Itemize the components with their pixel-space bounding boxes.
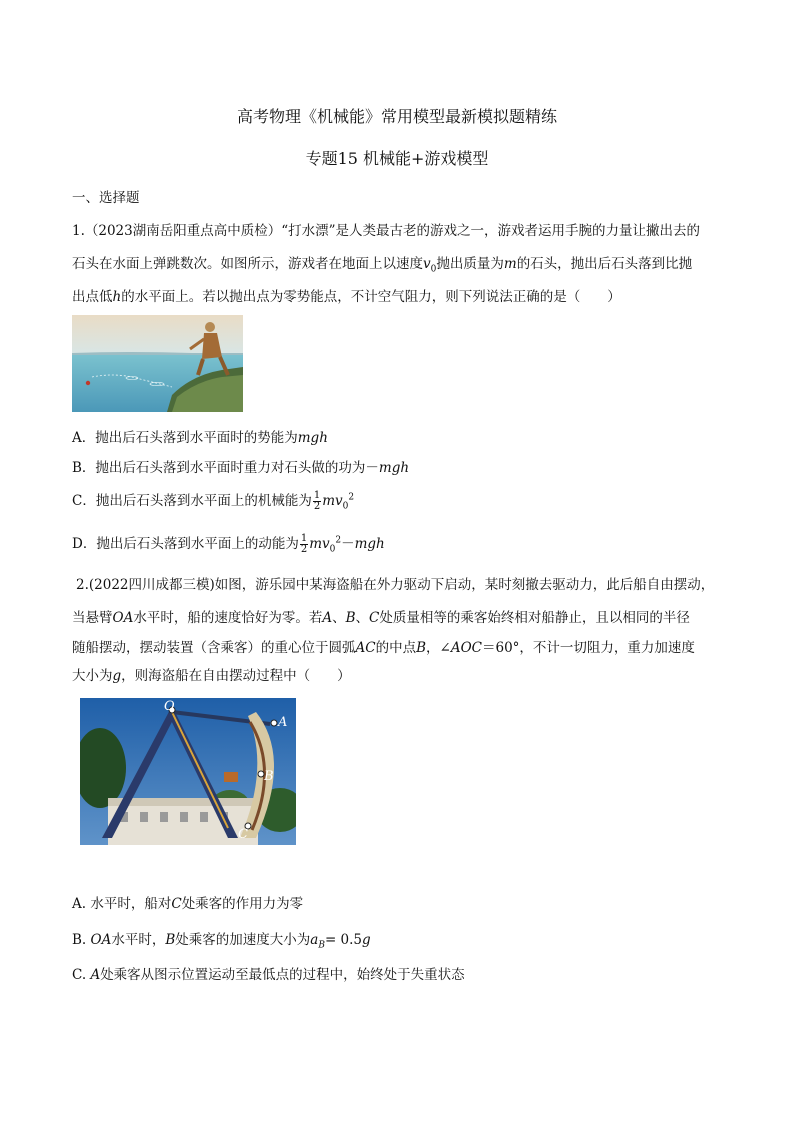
- fraction-half: $\frac{1}{2}$: [313, 490, 321, 512]
- point-label-c: C: [238, 827, 248, 842]
- q1-figure-stone-skipping: [72, 315, 243, 412]
- q2-figure-pirate-ship: [80, 698, 296, 845]
- point-label-o: O: [164, 699, 175, 714]
- q2-option-a: A. 水平时，船对C处乘客的作用力为零: [72, 896, 304, 912]
- q1-line-1: 1.（2023湖南岳阳重点高中质检）“打水漂”是人类最古老的游戏之一，游戏者运用手腕的力量让撇出去的: [72, 223, 701, 239]
- q2-line-3: 随船摆动，摆动装置（含乘客）的重心位于圆弧AC的中点B，∠AOC＝60°，不计一切阻力，重力加速度: [72, 640, 695, 656]
- q1-option-b: B．抛出后石头落到水平面时重力对石头做的功为－mgh: [72, 460, 410, 476]
- section-heading: 一、选择题: [72, 190, 140, 206]
- fraction-half: $\frac{1}{2}$: [300, 533, 308, 555]
- q2-line-1: 2.(2022四川成都三模)如图，游乐园中某海盗船在外力驱动下启动，某时刻撤去驱动力，此后船自由摆动，: [76, 577, 715, 593]
- stone-skipping-illustration: [72, 315, 243, 412]
- document-subtitle: 专题15 机械能+游戏模型: [305, 149, 489, 168]
- pirate-ship-photo: [80, 698, 296, 845]
- point-label-b: B: [264, 769, 274, 784]
- point-label-a: A: [278, 715, 288, 730]
- q1-line-2: 石头在水面上弹跳数次。如图所示，游戏者在地面上以速度$v_0$抛出质量为m的石头，抛出后石头落到比抛: [72, 256, 693, 275]
- q2-option-c: C. A处乘客从图示位置运动至最低点的过程中，始终处于失重状态: [72, 967, 465, 983]
- q1-line-3: 出点低h的水平面上。若以抛出点为零势能点，不计空气阻力，则下列说法正确的是（ ）: [72, 289, 621, 305]
- q2-option-b: B. OA水平时，B处乘客的加速度大小为$a_B= 0.5g$: [72, 932, 371, 951]
- q1-option-a: A．抛出后石头落到水平面时的势能为mgh: [72, 430, 328, 446]
- q1-option-c: C．抛出后石头落到水平面上的机械能为 $\frac{1}{2}$ $mv_0^2$: [72, 490, 355, 512]
- q2-line-2: 当悬臂OA水平时，船的速度恰好为零。若A、B、C处质量相等的乘客始终相对船静止，且以相同的半径: [72, 610, 690, 626]
- q1-option-d: D．抛出后石头落到水平面上的动能为 $\frac{1}{2}$ $mv_0^2-mgh$: [72, 533, 385, 555]
- document-title: 高考物理《机械能》常用模型最新模拟题精练: [236, 107, 557, 126]
- q2-line-4: 大小为g，则海盗船在自由摆动过程中（ ）: [72, 668, 351, 684]
